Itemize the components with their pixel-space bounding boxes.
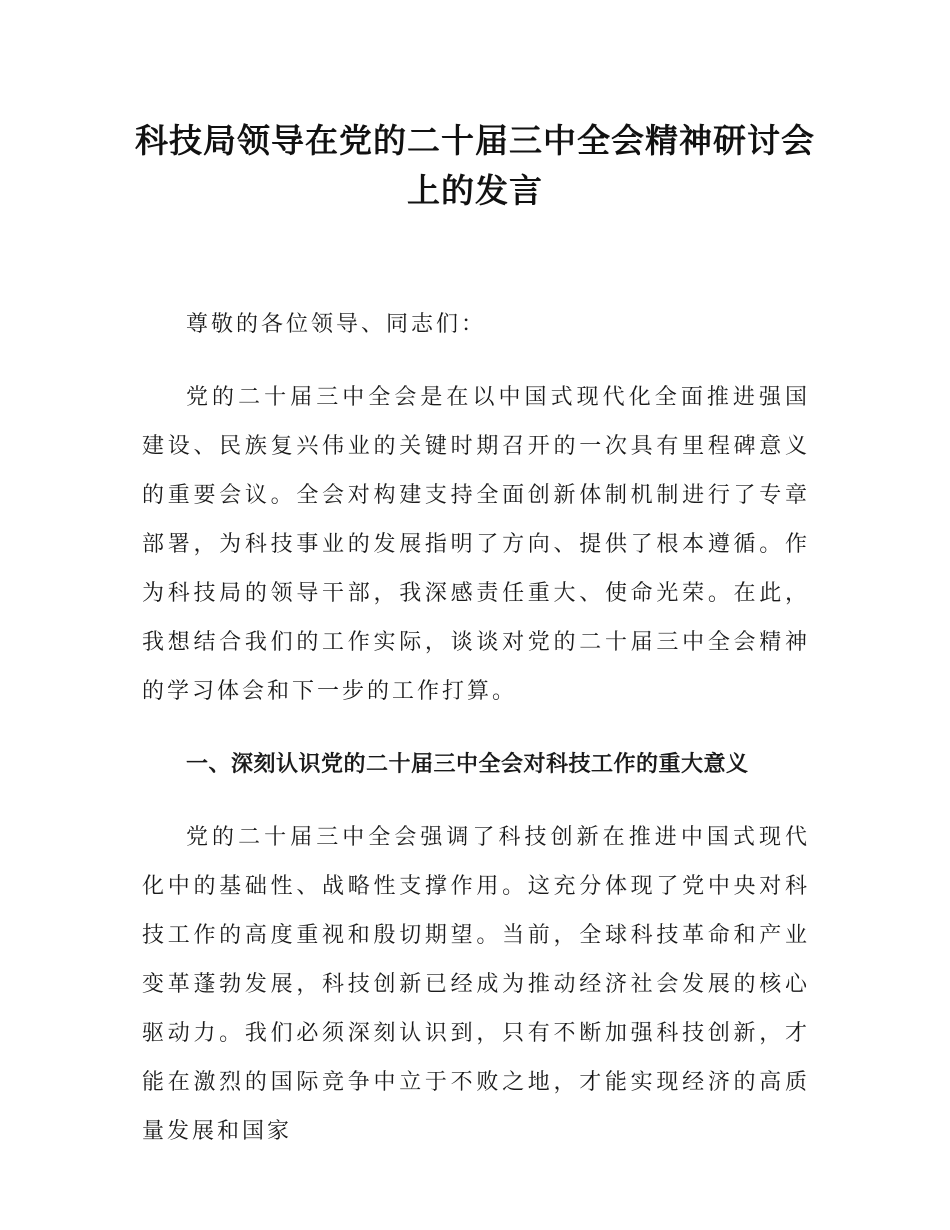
- intro-paragraph: 党的二十届三中全会是在以中国式现代化全面推进强国建设、民族复兴伟业的关键时期召开的一次具有里程碑意义的重要会议。全会对构建支持全面创新体制机制进行了专章部署，为科技事业的发展指明了方向、提供了根本遵循。作为科技局的领导干部，我深感责任重大、使命光荣。在此，我想结合我们的工作实际，谈谈对党的二十届三中全会精神的学习体会和下一步的工作打算。: [142, 385, 810, 704]
- document-body: [142, 300, 810, 1156]
- document-title: 科技局领导在党的二十届三中全会精神研讨会上的发言: [135, 121, 815, 210]
- salutation: 尊敬的各位领导、同志们：: [186, 312, 487, 337]
- section-heading: 一、深刻认识党的二十届三中全会对科技工作的重大意义: [186, 752, 749, 777]
- section-paragraph: 党的二十届三中全会强调了科技创新在推进中国式现代化中的基础性、战略性支撑作用。这充分体现了党中央对科技工作的高度重视和殷切期望。当前，全球科技革命和产业变革蓬勃发展，科技创新已经成为推动经济社会发展的核心驱动力。我们必须深刻认识到，只有不断加强科技创新，才能在激烈的国际竞争中立于不败之地，才能实现经济的高质量发展和国家: [142, 825, 810, 1144]
